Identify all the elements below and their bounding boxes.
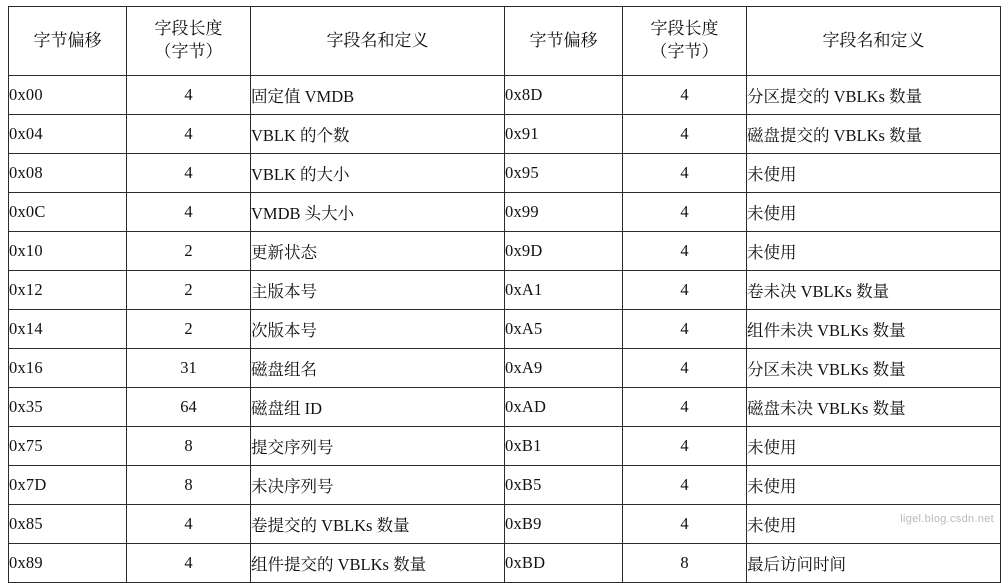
header-desc-right-line1: 字段名和定义: [822, 30, 925, 50]
cell-desc-left: 更新状态: [251, 232, 505, 271]
table-row: [9, 193, 1001, 232]
table-row: [9, 466, 1001, 505]
cell-desc-right: 卷未决 VBLKs 数量: [747, 271, 1001, 310]
cell-desc-left: 次版本号: [251, 310, 505, 349]
cell-length-right: 4: [623, 232, 747, 271]
header-offset-right: [505, 7, 623, 76]
cell-offset-left: 0x04: [9, 115, 127, 154]
table-row: [9, 76, 1001, 115]
table-row: [9, 232, 1001, 271]
cell-length-right: 8: [623, 544, 747, 583]
cell-length-left: 4: [127, 115, 251, 154]
cell-offset-left: 0x12: [9, 271, 127, 310]
cell-length-left: 4: [127, 76, 251, 115]
table-row: [9, 544, 1001, 583]
header-desc-left: [251, 7, 505, 76]
cell-length-left: 8: [127, 427, 251, 466]
header-offset-right-line1: 字节偏移: [529, 30, 598, 50]
cell-length-left: 2: [127, 232, 251, 271]
cell-offset-left: 0x35: [9, 388, 127, 427]
cell-offset-right: 0x99: [505, 193, 623, 232]
header-length-right-line1: 字段长度: [650, 19, 719, 39]
cell-length-left: 4: [127, 193, 251, 232]
table-row: [9, 349, 1001, 388]
cell-desc-left: 主版本号: [251, 271, 505, 310]
cell-offset-left: 0x0C: [9, 193, 127, 232]
table-row: [9, 310, 1001, 349]
header-length-right-line2: （字节）: [650, 42, 719, 61]
cell-desc-right: 分区提交的 VBLKs 数量: [747, 76, 1001, 115]
cell-desc-left: 固定值 VMDB: [251, 76, 505, 115]
cell-length-right: 4: [623, 466, 747, 505]
cell-desc-right: 磁盘提交的 VBLKs 数量: [747, 115, 1001, 154]
cell-desc-right: 组件未决 VBLKs 数量: [747, 310, 1001, 349]
cell-offset-left: 0x16: [9, 349, 127, 388]
table-row: [9, 115, 1001, 154]
cell-desc-right: 未使用: [747, 232, 1001, 271]
cell-length-left: 4: [127, 154, 251, 193]
cell-offset-right: 0xA1: [505, 271, 623, 310]
vmdb-field-table-sheet: [8, 6, 1000, 574]
cell-desc-right: 最后访问时间: [747, 544, 1001, 583]
cell-offset-left: 0x85: [9, 505, 127, 544]
cell-desc-left: 磁盘组 ID: [251, 388, 505, 427]
table-row: [9, 271, 1001, 310]
cell-length-left: 64: [127, 388, 251, 427]
cell-offset-right: 0xB1: [505, 427, 623, 466]
cell-length-right: 4: [623, 349, 747, 388]
header-length-left: [127, 7, 251, 76]
cell-offset-left: 0x7D: [9, 466, 127, 505]
cell-desc-right: 磁盘未决 VBLKs 数量: [747, 388, 1001, 427]
header-length-right: [623, 7, 747, 76]
table-row: [9, 505, 1001, 544]
cell-length-right: 4: [623, 154, 747, 193]
cell-offset-right: 0xBD: [505, 544, 623, 583]
cell-length-right: 4: [623, 310, 747, 349]
header-length-left-line1: 字段长度: [154, 19, 223, 39]
cell-offset-right: 0x91: [505, 115, 623, 154]
cell-length-left: 4: [127, 544, 251, 583]
cell-length-right: 4: [623, 427, 747, 466]
cell-length-left: 31: [127, 349, 251, 388]
cell-length-right: 4: [623, 388, 747, 427]
cell-desc-left: 组件提交的 VBLKs 数量: [251, 544, 505, 583]
cell-offset-left: 0x75: [9, 427, 127, 466]
cell-offset-left: 0x08: [9, 154, 127, 193]
header-row: [9, 7, 1001, 76]
header-offset-left-line1: 字节偏移: [33, 30, 102, 50]
cell-desc-right: 未使用: [747, 193, 1001, 232]
cell-desc-left: VMDB 头大小: [251, 193, 505, 232]
cell-length-left: 2: [127, 310, 251, 349]
cell-desc-left: VBLK 的个数: [251, 115, 505, 154]
table-row: [9, 154, 1001, 193]
cell-offset-right: 0xA9: [505, 349, 623, 388]
cell-offset-right: 0xA5: [505, 310, 623, 349]
cell-desc-left: 未决序列号: [251, 466, 505, 505]
cell-desc-left: 磁盘组名: [251, 349, 505, 388]
vmdb-field-table: [8, 6, 1001, 583]
watermark: ligel.blog.csdn.net: [900, 513, 994, 525]
header-desc-left-line1: 字段名和定义: [326, 30, 429, 50]
header-length-left-line2: （字节）: [154, 42, 223, 61]
cell-length-left: 4: [127, 505, 251, 544]
table-header: [9, 7, 1001, 76]
table-row: [9, 427, 1001, 466]
header-desc-right: [747, 7, 1001, 76]
cell-offset-left: 0x89: [9, 544, 127, 583]
cell-offset-right: 0xB5: [505, 466, 623, 505]
cell-desc-right: 未使用: [747, 154, 1001, 193]
cell-length-left: 2: [127, 271, 251, 310]
cell-desc-right: 未使用: [747, 466, 1001, 505]
cell-desc-left: 卷提交的 VBLKs 数量: [251, 505, 505, 544]
header-offset-left: [9, 7, 127, 76]
cell-length-right: 4: [623, 505, 747, 544]
cell-offset-right: 0x95: [505, 154, 623, 193]
cell-offset-left: 0x10: [9, 232, 127, 271]
cell-offset-right: 0xAD: [505, 388, 623, 427]
cell-desc-right: 分区未决 VBLKs 数量: [747, 349, 1001, 388]
cell-length-right: 4: [623, 115, 747, 154]
cell-length-left: 8: [127, 466, 251, 505]
cell-length-right: 4: [623, 271, 747, 310]
cell-offset-right: 0xB9: [505, 505, 623, 544]
table-row: [9, 388, 1001, 427]
cell-desc-left: 提交序列号: [251, 427, 505, 466]
cell-desc-right: 未使用: [747, 427, 1001, 466]
cell-offset-left: 0x00: [9, 76, 127, 115]
cell-offset-right: 0x9D: [505, 232, 623, 271]
cell-desc-right: 未使用: [747, 505, 1001, 544]
cell-offset-right: 0x8D: [505, 76, 623, 115]
cell-length-right: 4: [623, 193, 747, 232]
cell-desc-left: VBLK 的大小: [251, 154, 505, 193]
cell-offset-left: 0x14: [9, 310, 127, 349]
table-body: [9, 76, 1001, 583]
cell-length-right: 4: [623, 76, 747, 115]
